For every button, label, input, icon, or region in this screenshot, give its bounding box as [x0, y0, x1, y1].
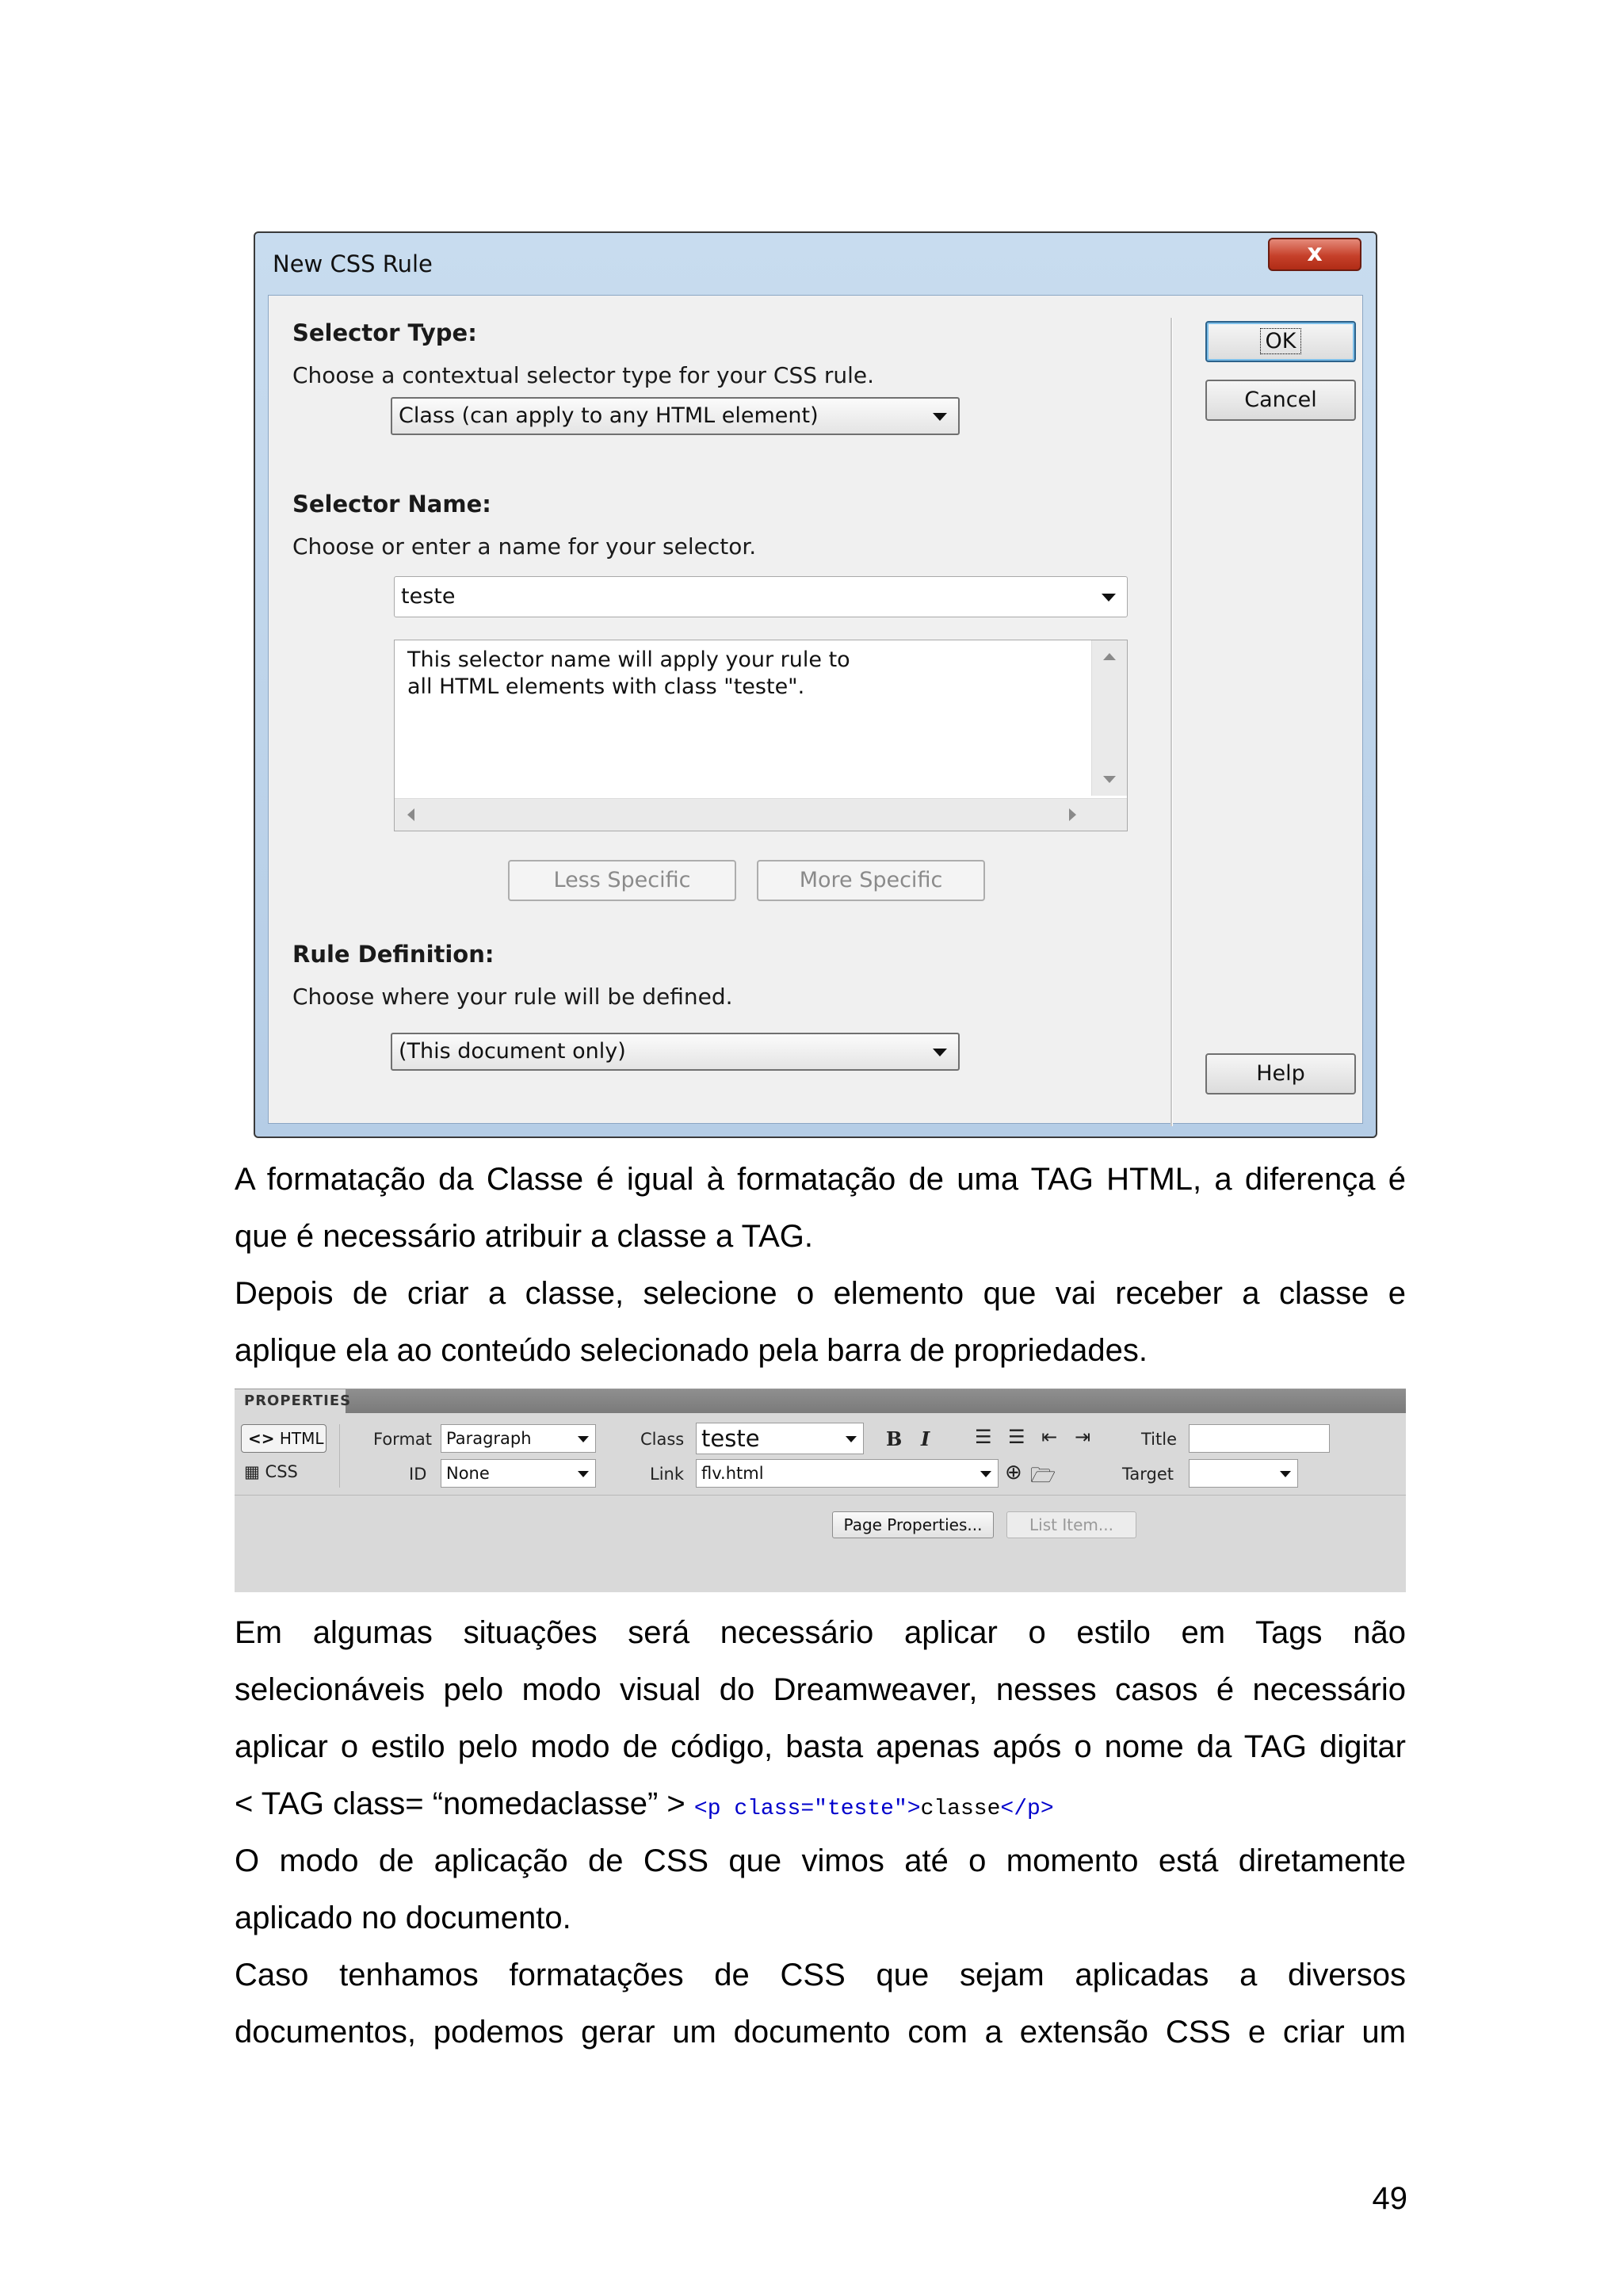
- selector-type-value: Class (can apply to any HTML element): [399, 403, 819, 428]
- rule-definition-value: (This document only): [399, 1039, 626, 1064]
- page-properties-button[interactable]: Page Properties...: [832, 1511, 994, 1538]
- selector-name-combobox[interactable]: [394, 576, 1128, 617]
- title-label: Title: [1141, 1430, 1178, 1449]
- cancel-button[interactable]: Cancel: [1205, 380, 1356, 421]
- selector-type-select[interactable]: [391, 397, 960, 435]
- paragraph-3: [235, 1604, 1406, 1838]
- class-select[interactable]: [696, 1423, 864, 1454]
- ok-button-label: OK: [1261, 329, 1301, 353]
- paragraph-4-line-2: aplicado no documento.: [235, 1901, 571, 1935]
- horizontal-scrollbar[interactable]: [395, 798, 1127, 831]
- properties-panel: [235, 1389, 1406, 1592]
- close-button[interactable]: [1268, 238, 1361, 271]
- paragraph-3-line-4: [235, 1775, 1406, 1838]
- link-input[interactable]: [696, 1459, 999, 1488]
- chevron-down-icon: [933, 1049, 947, 1056]
- code-content: classe: [920, 1797, 1001, 1821]
- selector-name-heading: Selector Name:: [292, 491, 491, 518]
- italic-button[interactable]: I: [921, 1427, 930, 1450]
- format-value: Paragraph: [446, 1429, 532, 1448]
- ok-button[interactable]: [1205, 321, 1356, 362]
- code-end-tag: </p>: [1000, 1797, 1054, 1821]
- code-open-tag: <p: [693, 1797, 721, 1821]
- link-value: flv.html: [701, 1464, 764, 1483]
- bold-button[interactable]: B: [886, 1427, 903, 1450]
- description-line-1: This selector name will apply your rule to: [407, 648, 850, 672]
- paragraph-4-line-1: O modo de aplicação de CSS que vimos até o momento está diretamente: [235, 1843, 1406, 1878]
- chevron-down-icon: [980, 1471, 991, 1477]
- scroll-down-icon[interactable]: [1103, 776, 1116, 783]
- paragraph-4: [235, 1832, 1406, 1946]
- dialog-titlebar: [255, 233, 1376, 290]
- unordered-list-icon[interactable]: ☰: [975, 1426, 992, 1448]
- paragraph-5: [235, 1946, 1406, 2061]
- rule-definition-select[interactable]: [391, 1033, 960, 1071]
- selector-description-box: [394, 640, 1128, 831]
- id-select[interactable]: [441, 1459, 596, 1488]
- selector-description-text: [407, 647, 850, 701]
- folder-icon[interactable]: 🗁: [1030, 1464, 1056, 1488]
- paragraph-3-line-3: aplicar o estilo pelo modo de código, basta apenas após o nome da TAG digitar: [235, 1729, 1406, 1764]
- selector-type-heading: Selector Type:: [292, 319, 477, 346]
- paragraph-1-line-2: que é necessário atribuir a classe a TAG.: [235, 1219, 813, 1254]
- more-specific-button[interactable]: More Specific: [757, 860, 985, 901]
- id-label: ID: [409, 1465, 427, 1484]
- code-attr: class=: [720, 1797, 815, 1821]
- code-example: [694, 1797, 1054, 1821]
- css-mode-button[interactable]: [244, 1462, 298, 1481]
- scroll-right-icon[interactable]: [1069, 808, 1076, 821]
- outdent-icon[interactable]: ⇤: [1041, 1426, 1058, 1448]
- css-grid-icon: ▦: [244, 1462, 260, 1481]
- paragraph-1: [235, 1151, 1406, 1265]
- format-select[interactable]: [441, 1424, 596, 1453]
- class-label: Class: [640, 1430, 685, 1449]
- target-label: Target: [1122, 1465, 1174, 1484]
- page-number: 49: [1372, 2181, 1407, 2216]
- properties-tab[interactable]: PROPERTIES: [235, 1389, 346, 1413]
- dialog-vertical-separator: [1170, 318, 1173, 1126]
- class-value: teste: [701, 1425, 760, 1452]
- less-specific-button[interactable]: Less Specific: [508, 860, 736, 901]
- html-mode-label: HTML: [279, 1429, 324, 1448]
- indent-icon[interactable]: ⇥: [1075, 1426, 1091, 1448]
- css-mode-label: CSS: [265, 1462, 298, 1481]
- chevron-down-icon: [1102, 594, 1116, 602]
- description-line-2: all HTML elements with class "teste".: [407, 674, 805, 699]
- paragraph-2: [235, 1265, 1406, 1379]
- properties-header: [235, 1389, 1406, 1413]
- chevron-down-icon: [933, 413, 947, 421]
- code-brackets-icon: <>: [248, 1429, 275, 1448]
- link-label: Link: [650, 1465, 685, 1484]
- format-label: Format: [373, 1430, 433, 1449]
- code-close-bracket: >: [907, 1797, 921, 1821]
- chevron-down-icon: [578, 1436, 589, 1442]
- tag-syntax-text: < TAG class= “nomedaclasse” >: [235, 1786, 685, 1821]
- target-select[interactable]: [1189, 1459, 1298, 1488]
- paragraph-5-line-2: documentos, podemos gerar um documento com a extensão CSS e criar um: [235, 2015, 1406, 2050]
- new-css-rule-dialog: [254, 231, 1377, 1138]
- chevron-down-icon: [578, 1471, 589, 1477]
- chevron-down-icon: [846, 1436, 857, 1442]
- properties-horizontal-divider: [235, 1495, 1406, 1496]
- rule-definition-heading: Rule Definition:: [292, 941, 495, 968]
- vertical-scrollbar[interactable]: [1091, 640, 1127, 796]
- scroll-up-icon[interactable]: [1103, 653, 1116, 660]
- selector-name-instruction: Choose or enter a name for your selector.: [292, 533, 757, 560]
- html-mode-button[interactable]: [241, 1424, 327, 1453]
- close-icon: x: [1307, 239, 1323, 267]
- scroll-left-icon[interactable]: [407, 808, 414, 821]
- dialog-client-area: [268, 295, 1363, 1124]
- code-value: "teste": [814, 1797, 907, 1821]
- properties-vertical-divider: [339, 1424, 340, 1488]
- paragraph-3-line-1: Em algumas situações será necessário aplicar o estilo em Tags não: [235, 1615, 1406, 1650]
- paragraph-5-line-1: Caso tenhamos formatações de CSS que sejam aplicadas a diversos: [235, 1958, 1406, 1992]
- title-input[interactable]: [1189, 1424, 1330, 1453]
- ordered-list-icon[interactable]: ☰: [1008, 1426, 1025, 1448]
- dialog-title: New CSS Rule: [273, 250, 433, 277]
- id-value: None: [446, 1464, 490, 1483]
- selector-type-instruction: Choose a contextual selector type for your CSS rule.: [292, 362, 875, 388]
- paragraph-2-line-1: Depois de criar a classe, selecione o elemento que vai receber a classe e: [235, 1276, 1406, 1311]
- paragraph-3-line-2: selecionáveis pelo modo visual do Dreamweaver, nesses casos é necessário: [235, 1672, 1406, 1707]
- chevron-down-icon: [1280, 1471, 1291, 1477]
- selector-name-value: teste: [401, 584, 456, 609]
- paragraph-1-line-1: A formatação da Classe é igual à formatação de uma TAG HTML, a diferença é: [235, 1162, 1406, 1197]
- point-to-file-icon[interactable]: ⊕: [1005, 1461, 1022, 1484]
- list-item-button[interactable]: List Item...: [1006, 1511, 1136, 1538]
- help-button[interactable]: Help: [1205, 1053, 1356, 1095]
- paragraph-2-line-2: aplique ela ao conteúdo selecionado pela barra de propriedades.: [235, 1333, 1148, 1368]
- rule-definition-instruction: Choose where your rule will be defined.: [292, 984, 733, 1010]
